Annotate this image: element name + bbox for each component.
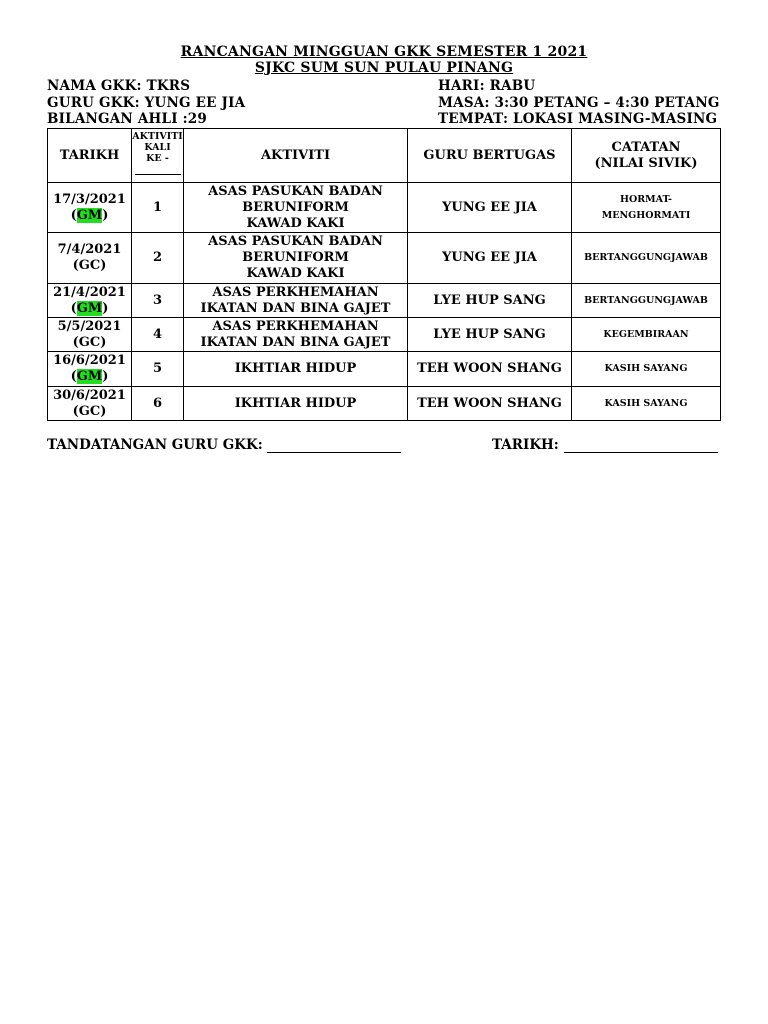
table-row bbox=[48, 233, 721, 284]
guru-bertugas: LYE HUP SANG bbox=[408, 284, 572, 318]
nama-gkk: NAMA GKK: TKRS bbox=[47, 78, 191, 94]
activity-line2: IKATAN DAN BINA GAJET bbox=[200, 300, 391, 316]
catatan-line1: HORMAT- bbox=[620, 193, 672, 205]
activity-cell bbox=[184, 183, 408, 233]
activity-line3: KAWAD KAKI bbox=[246, 266, 345, 281]
activity-line1: ASAS PERKHEMAHAN bbox=[212, 284, 379, 300]
activity-line2: BERUNIFORM bbox=[242, 250, 349, 265]
activity-line1: ASAS PASUKAN BADAN bbox=[208, 183, 383, 199]
hari: HARI: RABU bbox=[438, 78, 536, 94]
activity-number: 1 bbox=[132, 183, 184, 233]
date-text: 21/4/2021 bbox=[53, 284, 126, 300]
guru-bertugas: TEH WOON SHANG bbox=[408, 387, 572, 421]
activity-line1: ASAS PERKHEMAHAN bbox=[212, 318, 379, 334]
date-text: 30/6/2021 bbox=[53, 387, 126, 403]
school-name: SJKC SUM SUN PULAU PINANG bbox=[254, 60, 514, 76]
date-cell: 17/3/2021 (GM) bbox=[48, 183, 132, 233]
activity-number: 5 bbox=[132, 352, 184, 387]
gm-tag: GM bbox=[76, 300, 103, 316]
date-line bbox=[564, 438, 718, 453]
signature-label: TANDATANGAN GURU GKK: bbox=[47, 437, 263, 453]
document-title: RANCANGAN MINGGUAN GKK SEMESTER 1 2021 bbox=[180, 44, 588, 60]
header-catatan-line2: (NILAI SIVIK) bbox=[594, 155, 698, 171]
date-cell: 5/5/2021 (GC) bbox=[48, 318, 132, 352]
guru-bertugas: YUNG EE JIA bbox=[408, 233, 572, 284]
date-text: 16/6/2021 bbox=[53, 353, 126, 368]
bilangan-ahli: BILANGAN AHLI :29 bbox=[47, 111, 207, 127]
activity-number: 4 bbox=[132, 318, 184, 352]
signature-line bbox=[267, 438, 401, 453]
header-guru: GURU BERTUGAS bbox=[408, 129, 572, 183]
activity-cell bbox=[184, 318, 408, 352]
gc-tag: GC bbox=[78, 403, 101, 419]
table-row bbox=[48, 387, 721, 421]
activity-cell bbox=[184, 233, 408, 284]
activity-line2: BERUNIFORM bbox=[242, 199, 349, 215]
date-text: 17/3/2021 bbox=[53, 191, 126, 207]
catatan-cell: KASIH SAYANG bbox=[572, 352, 721, 387]
header-tarikh: TARIKH bbox=[48, 129, 132, 183]
guru-bertugas: YUNG EE JIA bbox=[408, 183, 572, 233]
activity-line1: ASAS PASUKAN BADAN bbox=[208, 234, 383, 249]
activity-table bbox=[47, 128, 721, 421]
masa: MASA: 3:30 PETANG – 4:30 PETANG bbox=[438, 95, 720, 111]
catatan-cell bbox=[572, 183, 721, 233]
table-row bbox=[48, 318, 721, 352]
catatan-cell: BERTANGGUNGJAWAB bbox=[572, 233, 721, 284]
date-text: 5/5/2021 bbox=[57, 318, 122, 334]
date-cell: 21/4/2021 (GM) bbox=[48, 284, 132, 318]
header-kali-underline bbox=[135, 166, 181, 175]
guru-bertugas: LYE HUP SANG bbox=[408, 318, 572, 352]
activity-line3: KAWAD KAKI bbox=[246, 215, 345, 231]
guru-bertugas: TEH WOON SHANG bbox=[408, 352, 572, 387]
activity-cell bbox=[184, 284, 408, 318]
catatan-cell: KASIH SAYANG bbox=[572, 387, 721, 421]
table-row bbox=[48, 284, 721, 318]
header-catatan-line1: CATATAN bbox=[611, 139, 681, 155]
header-kali-line2: KALI bbox=[144, 142, 171, 153]
date-field bbox=[492, 437, 718, 453]
activity-number: 2 bbox=[132, 233, 184, 284]
activity-number: 3 bbox=[132, 284, 184, 318]
gc-tag: GC bbox=[78, 334, 101, 350]
catatan-line2: MENGHORMATI bbox=[601, 209, 691, 221]
date-label: TARIKH: bbox=[492, 437, 559, 453]
catatan-cell: KEGEMBIRAAN bbox=[572, 318, 721, 352]
header-catatan bbox=[572, 129, 721, 183]
table-row bbox=[48, 352, 721, 387]
table-header-row bbox=[48, 129, 721, 183]
header-kali-line3: KE - bbox=[146, 153, 169, 164]
table-row bbox=[48, 183, 721, 233]
date-text: 7/4/2021 bbox=[57, 242, 122, 257]
date-cell: 30/6/2021 (GC) bbox=[48, 387, 132, 421]
header-aktiviti: AKTIVITI bbox=[184, 129, 408, 183]
gm-tag: GM bbox=[76, 207, 103, 223]
catatan-cell: BERTANGGUNGJAWAB bbox=[572, 284, 721, 318]
date-cell: 7/4/2021 (GC) bbox=[48, 233, 132, 284]
activity-cell: IKHTIAR HIDUP bbox=[184, 387, 408, 421]
signature-field bbox=[47, 437, 401, 453]
header-aktiviti-kali bbox=[132, 129, 184, 183]
date-cell: 16/6/2021 (GM) bbox=[48, 352, 132, 387]
activity-cell: IKHTIAR HIDUP bbox=[184, 352, 408, 387]
activity-line2: IKATAN DAN BINA GAJET bbox=[200, 334, 391, 350]
gc-tag: GC bbox=[78, 258, 101, 273]
header-kali-line1: AKTIVITI bbox=[132, 131, 183, 142]
activity-number: 6 bbox=[132, 387, 184, 421]
guru-gkk: GURU GKK: YUNG EE JIA bbox=[47, 95, 246, 111]
tempat: TEMPAT: LOKASI MASING-MASING bbox=[438, 111, 718, 127]
gm-tag: GM bbox=[76, 369, 103, 384]
